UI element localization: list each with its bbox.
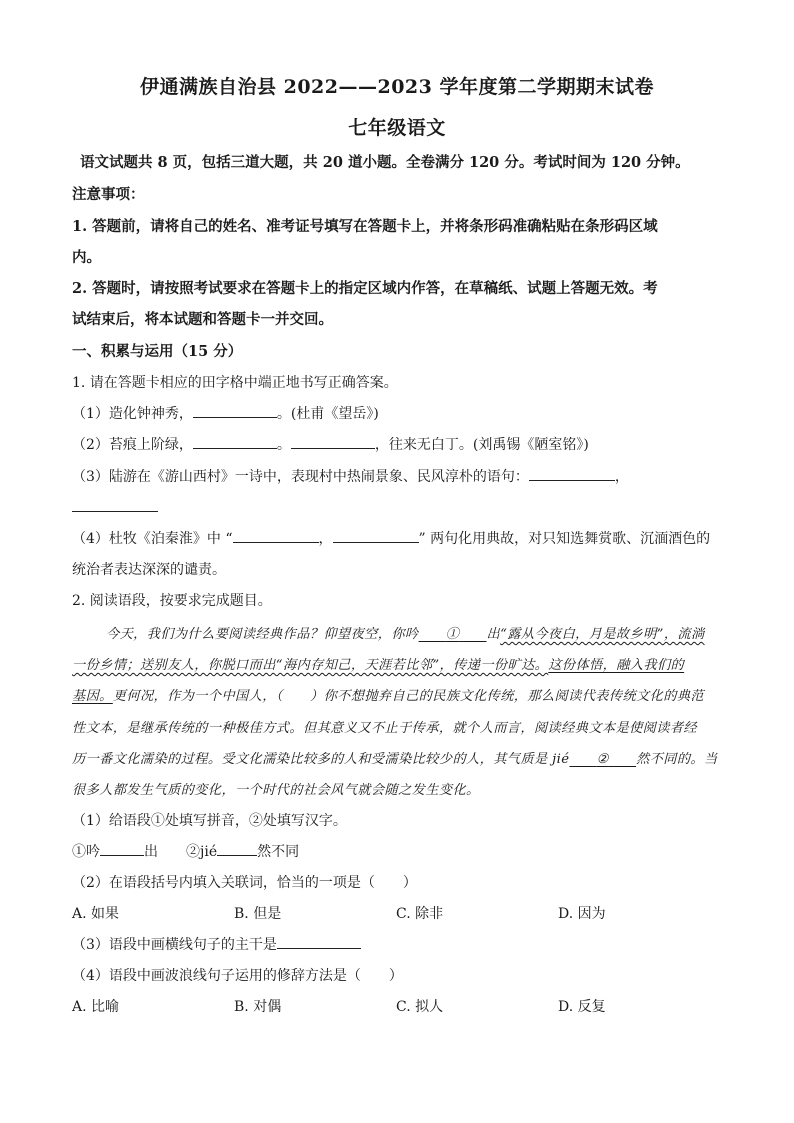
q1-part-3 — [72, 466, 629, 486]
exam-subtitle: 七年级语文 — [348, 117, 446, 139]
notice-heading: 注意事项： — [72, 186, 145, 203]
sub2-option-b[interactable]: B. 但是 — [234, 906, 282, 922]
exam-title: 伊通满族自治县 2022——2023 学年度第二学期期末试卷 — [140, 76, 654, 98]
notice-1-cont: 内。 — [72, 249, 101, 266]
passage-line-3-b: 更何况，作为一个中国人，（ ）你不想抛弃自己的民族文化传统，那么阅读代表传统文化的典范 — [112, 689, 705, 704]
passage-underlined-sentence: 这份体悟，融入我们的 — [548, 658, 685, 673]
passage-blank-1: ① — [445, 627, 460, 642]
q1-part-3-text-b: ， — [614, 469, 629, 485]
q2-sub-3 — [72, 934, 361, 954]
passage-line-5 — [72, 748, 718, 767]
notice-1: 1. 答题前，请将自己的姓名、准考证号填写在答题卡上，并将条形码准确粘贴在条形码区域 — [72, 218, 658, 235]
passage-line-5-b: 然不同的。当 — [636, 752, 718, 767]
q2-sub-2: （2）在语段括号内填入关联词，恰当的一项是（ ） — [72, 875, 417, 891]
q1-part-4-text-b: ， — [318, 531, 333, 547]
sub4-option-c[interactable]: C. 拟人 — [396, 999, 444, 1015]
q2-sub-4: （4）语段中画波浪线句子运用的修辞方法是（ ） — [72, 968, 403, 984]
q1-stem: 1. 请在答题卡相应的田字格中端正地书写正确答案。 — [72, 375, 398, 391]
answer-blank[interactable] — [233, 528, 319, 543]
notice-2: 2. 答题时，请按照考试要求在答题卡上的指定区域内作答，在草稿纸、试题上答题无效。考 — [72, 280, 658, 297]
answer-blank[interactable] — [529, 466, 615, 481]
q1-part-1-text-b: 。(杜甫《望岳》) — [276, 406, 379, 422]
answer-blank[interactable] — [193, 434, 277, 449]
q1-part-1-text-a: （1）造化钟神秀， — [72, 406, 193, 422]
sub1-answer-c: 然不同 — [257, 844, 300, 860]
answer-blank[interactable] — [72, 497, 158, 512]
exam-summary: 语文试题共 8 页，包括三道大题，共 20 道小题。全卷满分 120 分。考试时间为 120 分钟。 — [80, 154, 690, 171]
q1-part-4-text-a: （4）杜牧《泊秦淮》中 “ — [72, 531, 233, 547]
sub4-option-b[interactable]: B. 对偶 — [234, 999, 282, 1015]
q1-part-2-text-c: ，往来无白丁。(刘禹锡《陋室铭》) — [374, 437, 589, 453]
sub2-option-a[interactable]: A. 如果 — [72, 906, 120, 922]
q1-part-2-text-b: 。 — [276, 437, 291, 453]
q1-part-4 — [72, 528, 710, 548]
sub2-option-d[interactable]: D. 因为 — [558, 906, 606, 922]
q1-part-2-text-a: （2）苔痕上阶绿， — [72, 437, 193, 453]
q2-sub-1: （1）给语段①处填写拼音，②处填写汉字。 — [72, 813, 347, 829]
sub1-answer-b: 出 ②jié — [144, 844, 218, 860]
sub4-option-d[interactable]: D. 反复 — [558, 999, 606, 1015]
section-heading: 一、积累与运用（15 分） — [72, 343, 243, 360]
q1-part-4-cont: 统治者表达深深的谴责。 — [72, 562, 226, 578]
answer-blank[interactable] — [291, 434, 375, 449]
passage-line-5-a: 历一番文化濡染的过程。受文化濡染比较多的人和受濡染比较少的人，其气质是 jié — [72, 752, 570, 767]
q2-sub-1-answer — [72, 841, 299, 861]
answer-blank[interactable] — [333, 528, 419, 543]
passage-underlined-sentence-end: 基因。 — [72, 689, 113, 704]
sub2-option-c[interactable]: C. 除非 — [396, 906, 444, 922]
passage-line-1-c: “露从今夜白，月是故乡明”，流淌 — [500, 627, 705, 642]
passage-blank-2: ② — [596, 752, 609, 767]
q1-part-3-cont — [72, 497, 158, 516]
answer-blank[interactable] — [217, 841, 257, 856]
notice-2-cont: 试结束后，将本试题和答题卡一并交回。 — [72, 311, 333, 328]
q1-part-4-text-c: ” 两句化用典故，对只知选舞赏歌、沉湎酒色的 — [418, 531, 711, 547]
passage-line-6: 很多人都发生气质的变化，一个时代的社会风气就会随之发生变化。 — [72, 783, 480, 798]
answer-blank[interactable] — [100, 841, 144, 856]
passage-line-1-b: 出 — [486, 627, 501, 642]
q2-stem: 2. 阅读语段，按要求完成题目。 — [72, 593, 272, 609]
answer-blank[interactable] — [277, 934, 361, 949]
passage-line-3 — [72, 685, 704, 704]
passage-line-1 — [106, 623, 705, 642]
passage-wavy-sentence: 一份乡情；送别友人，你脱口而出“海内存知己，天涯若比邻”，传递一份旷达。 — [72, 658, 549, 673]
passage-line-2 — [72, 654, 684, 673]
q1-part-2 — [72, 434, 589, 454]
answer-blank[interactable] — [193, 403, 277, 418]
sub4-option-a[interactable]: A. 比喻 — [72, 999, 120, 1015]
passage-line-1-a: 今天，我们为什么要阅读经典作品？仰望夜空，你吟 — [106, 627, 419, 642]
passage-line-4: 性文本，是继承传统的一种极佳方式。但其意义又不止于传承，就个人而言，阅读经典文本是使阅读者经 — [72, 721, 698, 736]
q2-sub-3-text: （3）语段中画横线句子的主干是 — [72, 937, 277, 953]
sub1-answer-a: ①吟 — [72, 844, 100, 860]
q1-part-1 — [72, 403, 379, 423]
q1-part-3-text-a: （3）陆游在《游山西村》一诗中，表现村中热闹景象、民风淳朴的语句： — [72, 469, 529, 485]
